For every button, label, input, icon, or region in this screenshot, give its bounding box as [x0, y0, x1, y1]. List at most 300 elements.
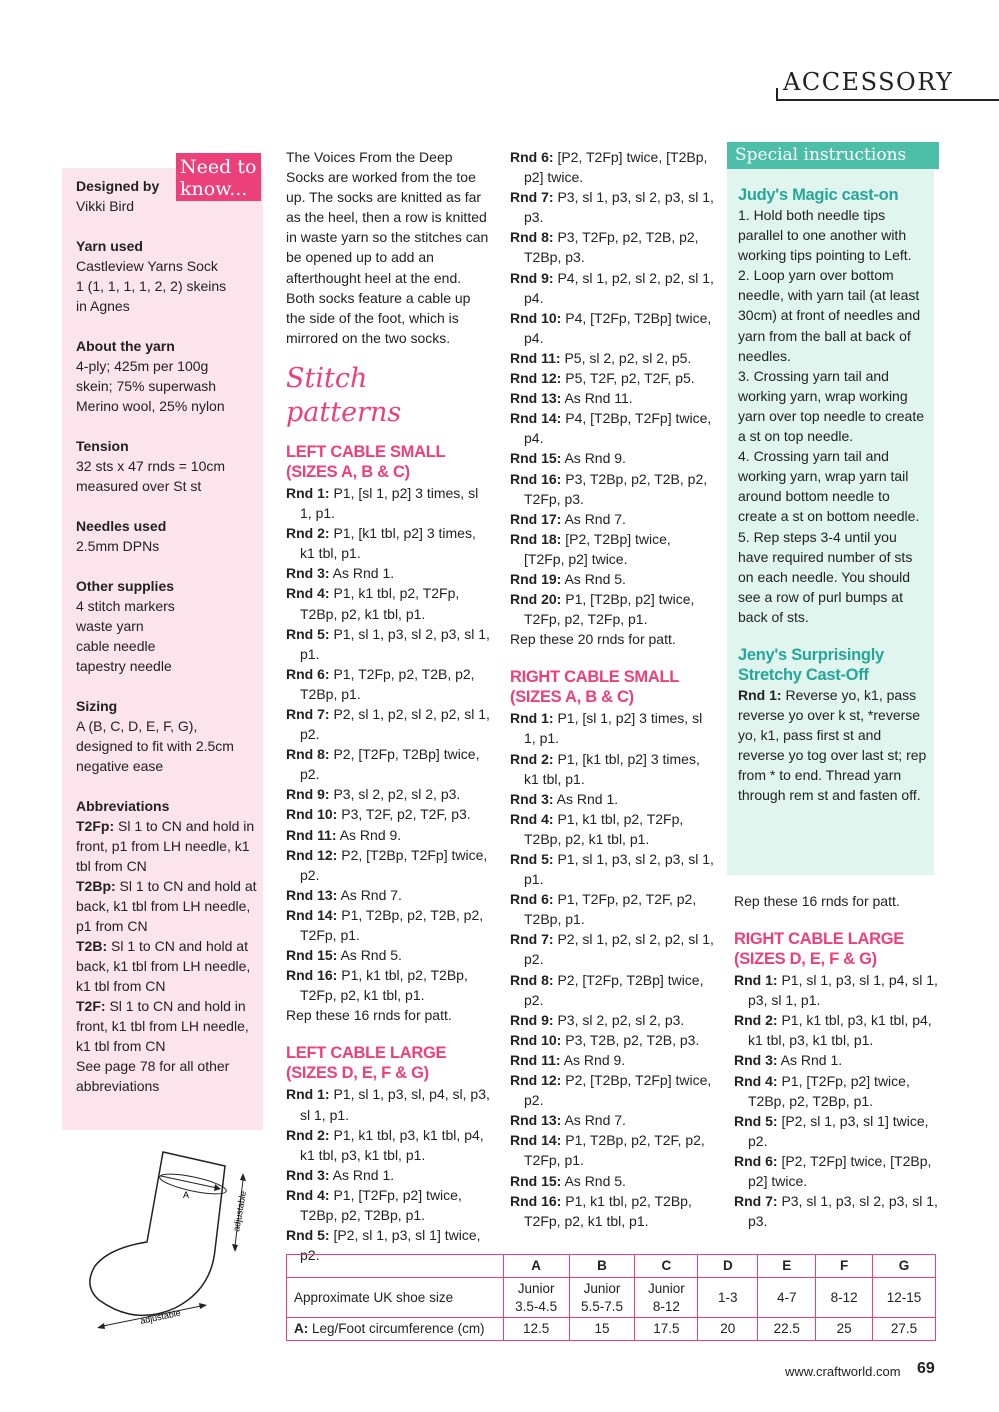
- round-text: P2, [T2Bp, T2Fp] twice, p2.: [524, 1072, 712, 1109]
- round-line: [286, 965, 491, 1005]
- right-cable-large-title: RIGHT CABLE LARGE: [734, 930, 904, 949]
- round-text: P4, [T2Bp, T2Fp] twice, p4.: [524, 410, 712, 447]
- label-adjustable-foot: adjustable: [139, 1307, 182, 1326]
- round-line: [286, 563, 491, 583]
- round-line: [510, 268, 715, 308]
- round-label: Rnd 4:: [510, 810, 554, 827]
- round-line: [286, 1125, 491, 1165]
- abbreviation-term: T2Bp:: [76, 878, 116, 894]
- round-text: As Rnd 1.: [329, 1166, 395, 1183]
- size-header: E: [758, 1255, 816, 1278]
- round-line: [510, 569, 715, 589]
- round-line: [510, 348, 715, 368]
- table-cell: [635, 1278, 698, 1318]
- repeat-note: Rep these 16 rnds for patt.: [286, 1007, 452, 1024]
- abbreviation-def: Sl 1 to CN and hold at back, k1 tbl from LH needle, p1 from CN: [76, 878, 257, 934]
- round-text: P3, sl 2, p2, sl 2, p3.: [553, 1011, 685, 1028]
- abbreviation-term: T2F:: [76, 998, 106, 1014]
- sizing-heading: Sizing: [76, 698, 118, 714]
- round-line: [510, 849, 715, 889]
- abbreviation-item: [76, 996, 262, 1056]
- round-label: Rnd 15:: [510, 1172, 562, 1189]
- round-line: [510, 187, 715, 227]
- yarn-line: 1 (1, 1, 1, 1, 2, 2) skeins: [76, 278, 227, 294]
- magic-step: 2. Loop yarn over bottom needle, with yarn tail (at least 30cm) at front of needles and yarn from the ball at back of needles.: [738, 267, 921, 364]
- round-label: Rnd 13:: [510, 390, 562, 407]
- round-text: P5, sl 2, p2, sl 2, p5.: [560, 349, 692, 366]
- round-label: Rnd 1:: [286, 1086, 330, 1103]
- circumference-label: [287, 1318, 504, 1341]
- round-label: Rnd 14:: [510, 1132, 562, 1149]
- round-line: [734, 1111, 939, 1151]
- round-text: P1, [T2Bp, p2] twice, T2Fp, p2, T2Fp, p1.: [524, 591, 695, 628]
- round-label: Rnd 12:: [510, 370, 562, 387]
- table-cell: 15: [569, 1318, 635, 1341]
- round-text: P3, T2F, p2, T2F, p3.: [337, 806, 471, 823]
- round-line: [510, 1130, 715, 1170]
- cell-line: 8-12: [652, 1298, 680, 1314]
- round-line: [510, 308, 715, 348]
- about-yarn-line: Merino wool, 25% nylon: [76, 398, 225, 414]
- round-text: As Rnd 1.: [553, 790, 619, 807]
- round-label: Rnd 17:: [510, 510, 562, 527]
- round-label: Rnd 6:: [510, 149, 554, 165]
- label-a: A: [183, 1190, 190, 1200]
- round-text: [P2, T2Bp] twice, [T2Fp, p2] twice.: [524, 530, 671, 567]
- abbreviation-item: [76, 816, 262, 876]
- round-text: As Rnd 11.: [561, 390, 633, 407]
- table-cell: 8-12: [816, 1278, 873, 1318]
- round-label: Rnd 14:: [510, 410, 562, 427]
- round-text: P2, [T2Bp, T2Fp] twice, p2.: [300, 846, 488, 883]
- round-label: Rnd 3:: [734, 1052, 778, 1069]
- right-cable-large-sizes: (SIZES D, E, F & G): [734, 950, 877, 969]
- round-text: P1, [sl 1, p2] 3 times, sl 1, p1.: [300, 484, 479, 522]
- label-adjustable-leg: adjustable: [231, 1190, 249, 1233]
- round-text: P1, [T2Fp, p2] twice, T2Bp, p2, T2Bp, p1.: [300, 1186, 462, 1224]
- round-line: [286, 744, 491, 784]
- arrowhead: [199, 1303, 207, 1309]
- round-label: Rnd 13:: [510, 1112, 562, 1129]
- round-text: P3, T2Bp, p2, T2B, p2, T2Fp, p3.: [524, 470, 708, 507]
- round-label: Rnd 9:: [510, 1011, 554, 1028]
- round-line: [510, 408, 715, 448]
- size-header: G: [873, 1255, 936, 1278]
- left-cable-small-title: LEFT CABLE SMALL: [286, 442, 446, 461]
- round-line: [510, 147, 715, 187]
- sizing-line: A (B, C, D, E, F, G),: [76, 718, 198, 734]
- shoe-size-label: Approximate UK shoe size: [287, 1278, 504, 1318]
- table-cell: 12.5: [503, 1318, 569, 1341]
- arrowhead: [232, 1244, 238, 1252]
- round-line: [510, 970, 715, 1010]
- table-row: [287, 1278, 936, 1318]
- left-cable-small-sizes: (SIZES A, B & C): [286, 462, 410, 481]
- badge-line-2: know...: [180, 178, 248, 200]
- round-label: Rnd 15:: [286, 947, 338, 964]
- round-text: P3, sl 2, p2, sl 2, p3.: [329, 786, 461, 803]
- round-line: [510, 929, 715, 969]
- round-label: Rnd 5:: [510, 851, 554, 867]
- round-label: Rnd 9:: [510, 269, 554, 286]
- stretchy-cast-off-title: Jeny's Surprisingly: [738, 645, 884, 664]
- round-line: [286, 1084, 491, 1124]
- round-text: [P2, T2Fp] twice, [T2Bp, p2] twice.: [524, 149, 708, 186]
- round-line: [734, 1191, 939, 1231]
- round-line: [734, 970, 939, 1010]
- designed-by-heading: Designed by: [76, 178, 160, 194]
- sock-diagram: [65, 1140, 265, 1340]
- round-text: As Rnd 7.: [337, 886, 402, 903]
- round-text: As Rnd 9.: [336, 826, 402, 843]
- round-label: Rnd 1:: [286, 484, 330, 501]
- round-label: Rnd 3:: [286, 565, 330, 582]
- round-text: P1, k1 tbl, p2, T2Bp, T2Fp, p2, k1 tbl, p1.: [300, 967, 468, 1004]
- table-corner: [287, 1255, 504, 1278]
- round-label: Rnd 11:: [510, 1051, 561, 1068]
- round-line: [286, 1185, 491, 1225]
- round-label: Rnd 2:: [510, 750, 554, 767]
- round-label: Rnd 4:: [734, 1072, 778, 1089]
- round-line: [510, 809, 715, 849]
- round-text: As Rnd 9.: [561, 450, 626, 467]
- round-line: [510, 469, 715, 509]
- round-label: Rnd 4:: [286, 1186, 330, 1203]
- magic-step: 4. Crossing yarn tail and working yarn, wrap yarn tail around bottom needle to create a st on bottom needle.: [738, 448, 920, 525]
- round-line: [510, 509, 715, 529]
- round-text: P2, [T2Fp, T2Bp] twice, p2.: [524, 971, 704, 1008]
- round-text: P1, k1 tbl, p2, T2Fp, T2Bp, p2, k1 tbl, p1.: [524, 810, 684, 847]
- magic-step: 3. Crossing yarn tail and working yarn, wrap working yarn over top needle to create a st on top needle.: [738, 367, 925, 445]
- round-line: [286, 845, 491, 885]
- sizing-block: [76, 696, 262, 776]
- round-text: P1, [k1 tbl, p2] 3 times, k1 tbl, p1.: [524, 750, 700, 787]
- round-text: As Rnd 7.: [561, 510, 626, 527]
- round-line: [510, 368, 715, 388]
- yarn-line: in Agnes: [76, 298, 130, 314]
- about-yarn-line: 4-ply; 425m per 100g: [76, 358, 209, 374]
- label-rest: Leg/Foot circumference (cm): [308, 1321, 485, 1336]
- yarn-used-block: [76, 236, 262, 316]
- round-line: [510, 1110, 715, 1130]
- column-2: [510, 147, 715, 1231]
- section-title: ACCESSORY: [783, 68, 954, 96]
- cell-line: Junior: [648, 1280, 685, 1296]
- round-line: [286, 523, 491, 563]
- round-line: [734, 1151, 939, 1191]
- round-line: [510, 1010, 715, 1030]
- abbreviation-def: Sl 1 to CN and hold in front, p1 from LH needle, k1 tbl from CN: [76, 818, 255, 874]
- arrowhead: [240, 1173, 246, 1181]
- round-label: Rnd 10:: [510, 309, 562, 326]
- round-line: [510, 388, 715, 408]
- size-header: B: [569, 1255, 635, 1278]
- round-label: Rnd 16:: [286, 967, 338, 984]
- round-line: [286, 664, 491, 704]
- round-label: Rnd 1:: [738, 686, 782, 703]
- round-line: [286, 784, 491, 804]
- round-label: Rnd 8:: [510, 229, 554, 246]
- round-label: Rnd 2:: [286, 1126, 330, 1143]
- round-text: As Rnd 5.: [337, 947, 402, 964]
- round-text: P4, sl 1, p2, sl 2, p2, sl 1, p4.: [524, 269, 714, 306]
- abbreviations-block: [76, 796, 262, 1096]
- footer-url[interactable]: www.craftworld.com: [785, 1364, 901, 1379]
- round-label: Rnd 5:: [286, 625, 330, 642]
- round-label: Rnd 20:: [510, 591, 562, 608]
- about-yarn-heading: About the yarn: [76, 338, 175, 354]
- round-line: [510, 749, 715, 789]
- table-cell: [569, 1278, 635, 1318]
- other-supplies-heading: Other supplies: [76, 578, 175, 594]
- round-text: P1, sl 1, p3, sl, p4, sl, p3, sl 1, p1.: [300, 1086, 490, 1123]
- table-cell: 25: [816, 1318, 873, 1341]
- stretchy-cast-off-title-2: Stretchy Cast-Off: [738, 665, 869, 684]
- round-line: [510, 227, 715, 267]
- round-label: Rnd 16:: [510, 1192, 562, 1209]
- abbreviation-def: Sl 1 to CN and hold in front, k1 tbl from LH needle, k1 tbl from CN: [76, 998, 249, 1054]
- column-1: [286, 147, 491, 1265]
- round-text: P1, k1 tbl, p2, T2Fp, T2Bp, p2, k1 tbl, p1.: [300, 585, 460, 622]
- round-label: Rnd 2:: [734, 1012, 778, 1029]
- round-label: Rnd 8:: [286, 746, 330, 763]
- round-text: P1, T2Fp, p2, T2B, p2, T2Bp, p1.: [300, 665, 475, 702]
- label-bold: A:: [294, 1321, 309, 1336]
- round-text: As Rnd 1.: [329, 565, 395, 582]
- left-cable-large-title: LEFT CABLE LARGE: [286, 1044, 447, 1063]
- right-cable-small-title: RIGHT CABLE SMALL: [510, 668, 680, 687]
- round-line: [286, 583, 491, 623]
- round-label: Rnd 7:: [286, 705, 330, 722]
- supply-line: tapestry needle: [76, 658, 172, 674]
- round-line: [286, 483, 491, 523]
- round-text: P1, sl 1, p3, sl 2, p3, sl 1, p1.: [524, 851, 714, 888]
- round-label: Rnd 14:: [286, 906, 338, 923]
- round-label: Rnd 3:: [286, 1166, 330, 1183]
- round-line: [286, 624, 491, 664]
- round-line: [510, 789, 715, 809]
- round-label: Rnd 12:: [286, 846, 338, 863]
- size-header: C: [635, 1255, 698, 1278]
- sock-outline: [90, 1152, 225, 1315]
- round-text: As Rnd 5.: [561, 1172, 626, 1189]
- tension-line: 32 sts x 47 rnds = 10cm: [76, 458, 226, 474]
- table-cell: 4-7: [758, 1278, 816, 1318]
- round-text: As Rnd 1.: [777, 1052, 843, 1069]
- size-header: F: [816, 1255, 873, 1278]
- round-text: Reverse yo, k1, pass reverse yo over k st, *reverse yo, k1, pass first st and reverse yo tog over last st; rep from * to end. Thread yarn through rem st and fasten off.: [738, 686, 927, 804]
- round-text: [P2, sl 1, p3, sl 1] twice, p2.: [300, 1227, 481, 1264]
- tension-line: measured over St st: [76, 478, 202, 494]
- about-yarn-line: skein; 75% superwash: [76, 378, 217, 394]
- left-cable-large-sizes: (SIZES D, E, F & G): [286, 1064, 429, 1083]
- abbreviation-term: T2B:: [76, 938, 108, 954]
- special-instructions-content: [738, 185, 930, 806]
- supply-line: waste yarn: [76, 618, 144, 634]
- cell-line: 3.5-4.5: [515, 1298, 558, 1314]
- round-text: P2, sl 1, p2, sl 2, p2, sl 1, p2.: [300, 705, 490, 743]
- abbreviation-item: [76, 876, 262, 936]
- designed-by-block: [76, 176, 262, 216]
- round-label: Rnd 15:: [510, 450, 562, 467]
- round-line: [510, 1050, 715, 1070]
- size-header: D: [698, 1255, 758, 1278]
- column-3-lower: [734, 891, 939, 1231]
- table-cell: 12-15: [873, 1278, 936, 1318]
- abbreviations-note: See page 78 for all other abbreviations: [76, 1058, 230, 1094]
- repeat-note: Rep these 20 rnds for patt.: [510, 631, 676, 648]
- about-yarn-block: [76, 336, 262, 416]
- round-label: Rnd 1:: [734, 972, 778, 989]
- round-line: [510, 448, 715, 468]
- sizing-line: designed to fit with 2.5cm: [76, 738, 234, 754]
- round-text: P1, k1 tbl, p2, T2Bp, T2Fp, p2, k1 tbl, p1.: [524, 1192, 692, 1229]
- round-label: Rnd 3:: [510, 790, 554, 807]
- round-line: [286, 945, 491, 965]
- round-label: Rnd 6:: [510, 891, 554, 908]
- round-label: Rnd 7:: [510, 189, 554, 206]
- round-line: [510, 1070, 715, 1110]
- table-row: [287, 1318, 936, 1341]
- round-text: P4, [T2Fp, T2Bp] twice, p4.: [524, 309, 712, 346]
- round-text: P5, T2F, p2, T2F, p5.: [561, 370, 695, 387]
- table-header-row: [287, 1255, 936, 1278]
- round-label: Rnd 12:: [510, 1072, 562, 1089]
- round-label: Rnd 19:: [510, 570, 562, 587]
- round-text: [P2, T2Fp] twice, [T2Bp, p2] twice.: [748, 1152, 932, 1190]
- magic-step: 1. Hold both needle tips parallel to one another with working tips pointing to Left.: [738, 207, 912, 264]
- round-text: P1, [sl 1, p2] 3 times, sl 1, p1.: [524, 710, 703, 747]
- table-cell: 22.5: [758, 1318, 816, 1341]
- round-line: [734, 1071, 939, 1111]
- stitch-patterns-heading: Stitch patterns: [286, 362, 402, 428]
- round-label: Rnd 9:: [286, 786, 330, 803]
- intro-text: The Voices From the Deep Socks are worked from the toe up. The socks are knitted as far as the heel, then a row is knitted in waste yarn so the stitches can be opened up to add an afterthought heel at the end. Both socks feature a cable up the side of the foot, which is mirrored on the two socks.: [286, 149, 489, 346]
- yarn-used-heading: Yarn used: [76, 238, 143, 254]
- round-line: [286, 1165, 491, 1185]
- size-header: A: [503, 1255, 569, 1278]
- cell-line: Junior: [517, 1280, 555, 1296]
- needles-line: 2.5mm DPNs: [76, 538, 160, 554]
- table-cell: 17.5: [635, 1318, 698, 1341]
- table-cell: 20: [698, 1318, 758, 1341]
- round-label: Rnd 13:: [286, 886, 338, 903]
- round-label: Rnd 2:: [286, 525, 330, 542]
- round-text: P1, [k1 tbl, p2] 3 times, k1 tbl, p1.: [300, 525, 476, 562]
- round-text: P1, T2Bp, p2, T2F, p2, T2Fp, p1.: [524, 1132, 705, 1169]
- round-label: Rnd 5:: [286, 1227, 330, 1244]
- round-line: [734, 1010, 939, 1050]
- repeat-note: Rep these 16 rnds for patt.: [734, 893, 900, 909]
- arrowhead: [97, 1323, 105, 1329]
- round-line: [286, 704, 491, 744]
- round-text: As Rnd 7.: [561, 1112, 626, 1129]
- abbreviation-item: [76, 936, 262, 996]
- round-text: [P2, sl 1, p3, sl 1] twice, p2.: [748, 1112, 929, 1149]
- cell-line: 5.5-7.5: [580, 1298, 624, 1314]
- round-text: As Rnd 5.: [561, 570, 626, 587]
- round-label: Rnd 11:: [510, 349, 561, 366]
- round-label: Rnd 1:: [510, 710, 554, 727]
- round-label: Rnd 18:: [510, 530, 562, 547]
- round-label: Rnd 10:: [510, 1031, 562, 1048]
- round-line: [286, 825, 491, 845]
- table-cell: 27.5: [873, 1318, 936, 1341]
- page-number: 69: [917, 1360, 935, 1377]
- designed-by-text: Vikki Bird: [76, 198, 135, 214]
- round-label: Rnd 16:: [510, 470, 562, 487]
- sizing-line: negative ease: [76, 758, 164, 774]
- round-text: P3, sl 1, p3, sl 2, p3, sl 1, p3.: [748, 1193, 938, 1230]
- round-text: P1, sl 1, p3, sl 2, p3, sl 1, p1.: [300, 625, 490, 662]
- round-line: [286, 885, 491, 905]
- round-line: [286, 804, 491, 824]
- round-text: P3, T2B, p2, T2B, p3.: [561, 1031, 700, 1048]
- round-text: P3, sl 1, p3, sl 2, p3, sl 1, p3.: [524, 189, 714, 226]
- round-label: Rnd 6:: [734, 1152, 778, 1169]
- round-text: P1, sl 1, p3, sl 1, p4, sl 1, p3, sl 1, p1.: [748, 972, 938, 1009]
- round-text: P1, k1 tbl, p3, k1 tbl, p4, k1 tbl, p3, k1 tbl, p1.: [748, 1012, 932, 1049]
- magic-cast-on-title: Judy's Magic cast-on: [738, 186, 899, 204]
- abbreviation-def: Sl 1 to CN and hold at back, k1 tbl from LH needle, k1 tbl from CN: [76, 938, 251, 994]
- stretchy-cast-off-text: [738, 685, 930, 806]
- round-label: Rnd 6:: [286, 665, 330, 682]
- round-label: Rnd 11:: [286, 826, 337, 843]
- abbreviation-term: T2Fp:: [76, 818, 115, 834]
- header-rule: [776, 99, 999, 101]
- badge-line-1: Need to: [180, 156, 257, 178]
- magic-step: 5. Rep steps 3-4 until you have required number of sts on each needle. You should see a row of purl bumps at back of sts.: [738, 528, 913, 625]
- round-text: P1, T2Fp, p2, T2F, p2, T2Bp, p1.: [524, 891, 697, 928]
- needles-block: [76, 516, 262, 556]
- round-line: [510, 708, 715, 748]
- other-supplies-block: [76, 576, 262, 676]
- round-label: Rnd 5:: [734, 1112, 778, 1129]
- round-line: [286, 905, 491, 945]
- round-label: Rnd 7:: [734, 1193, 778, 1210]
- round-line: [510, 1030, 715, 1050]
- round-label: Rnd 4:: [286, 585, 330, 602]
- round-label: Rnd 10:: [286, 806, 338, 823]
- round-text: P1, T2Bp, p2, T2B, p2, T2Fp, p1.: [300, 906, 484, 943]
- round-label: Rnd 8:: [510, 971, 554, 988]
- right-cable-small-sizes: (SIZES A, B & C): [510, 688, 634, 707]
- round-text: P1, [T2Fp, p2] twice, T2Bp, p2, T2Bp, p1.: [748, 1072, 910, 1109]
- special-instructions-heading: Special instructions: [727, 142, 939, 169]
- round-text: P2, sl 1, p2, sl 2, p2, sl 1, p2.: [524, 931, 714, 968]
- round-line: [510, 1171, 715, 1191]
- round-text: P2, [T2Fp, T2Bp] twice, p2.: [300, 746, 480, 783]
- table-cell: [503, 1278, 569, 1318]
- tension-heading: Tension: [76, 438, 129, 454]
- round-line: [510, 889, 715, 929]
- supply-line: cable needle: [76, 638, 156, 654]
- round-line: [734, 1050, 939, 1070]
- round-label: Rnd 7:: [510, 931, 554, 948]
- round-line: [510, 529, 715, 569]
- needles-heading: Needles used: [76, 518, 167, 534]
- cell-line: Junior: [583, 1280, 621, 1296]
- round-line: [510, 589, 715, 629]
- supply-line: 4 stitch markers: [76, 598, 175, 614]
- table-cell: 1-3: [698, 1278, 758, 1318]
- round-text: As Rnd 9.: [560, 1051, 626, 1068]
- round-text: P1, k1 tbl, p3, k1 tbl, p4, k1 tbl, p3, k1 tbl, p1.: [300, 1126, 484, 1163]
- size-table: [286, 1254, 936, 1341]
- round-text: P3, T2Fp, p2, T2B, p2, T2Bp, p3.: [524, 229, 699, 266]
- tension-block: [76, 436, 262, 496]
- yarn-line: Castleview Yarns Sock: [76, 258, 218, 274]
